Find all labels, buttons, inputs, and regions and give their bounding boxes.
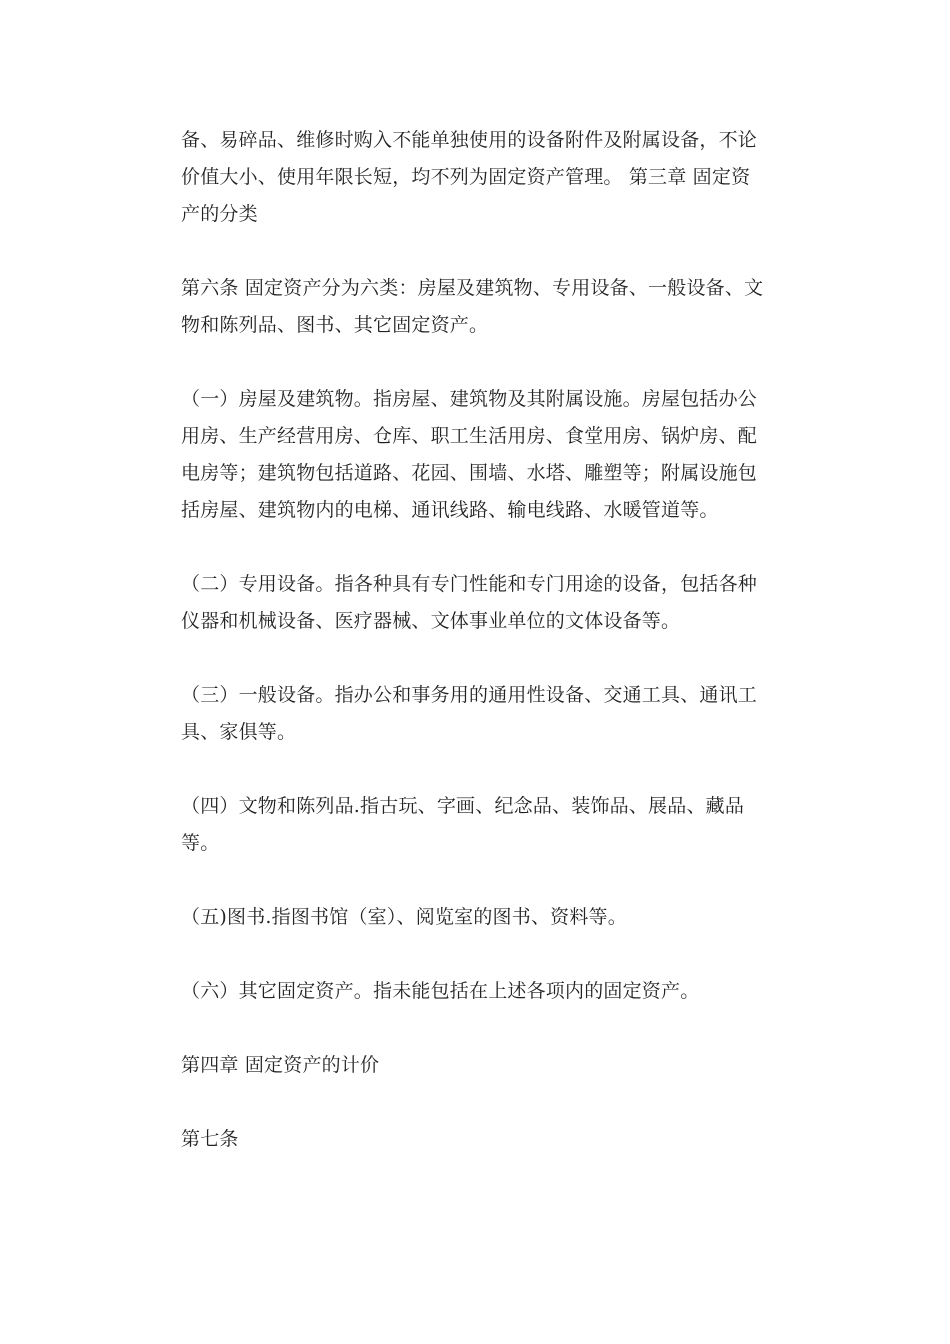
paragraph-article-6 (181, 270, 771, 344)
text-line: （五)图书.指图书馆（室）、阅览室的图书、资料等。 (181, 906, 627, 928)
paragraph-category-5 (181, 899, 771, 936)
document-body (181, 122, 771, 1195)
paragraph-category-6 (181, 973, 771, 1010)
text-line: 用房、生产经营用房、仓库、职工生活用房、食堂用房、锅炉房、配 (181, 425, 758, 447)
text-line: 价值大小、使用年限长短，均不列为固定资产管理。 第三章 固定资 (181, 166, 751, 188)
text-line: 括房屋、建筑物内的电梯、通讯线路、输电线路、水暖管道等。 (181, 499, 719, 521)
text-line: 物和陈列品、图书、其它固定资产。 (181, 314, 489, 336)
text-line: （四）文物和陈列品.指古玩、字画、纪念品、装饰品、展品、藏品 (181, 795, 745, 817)
paragraph-category-3 (181, 677, 771, 751)
text-line: （三）一般设备。指办公和事务用的通用性设备、交通工具、通讯工 (181, 684, 758, 706)
paragraph-article-7 (181, 1121, 771, 1158)
text-line: 具、家俱等。 (181, 721, 297, 743)
text-line: 产的分类 (181, 203, 258, 225)
text-line: （一）房屋及建筑物。指房屋、建筑物及其附属设施。房屋包括办公 (181, 388, 758, 410)
text-line: 第七条 (181, 1128, 239, 1150)
text-line: 第六条 固定资产分为六类：房屋及建筑物、专用设备、一般设备、文 (181, 277, 764, 299)
text-line: （六）其它固定资产。指未能包括在上述各项内的固定资产。 (181, 980, 700, 1002)
text-line: 备、易碎品、维修时购入不能单独使用的设备附件及附属设备，不论 (181, 129, 758, 151)
text-line: 电房等；建筑物包括道路、花园、围墙、水塔、雕塑等；附属设施包 (181, 462, 758, 484)
paragraph-category-1 (181, 381, 771, 529)
text-line: （二）专用设备。指各种具有专门性能和专门用途的设备，包括各种 (181, 573, 758, 595)
paragraph-asset-exclusions (181, 122, 771, 233)
paragraph-category-2 (181, 566, 771, 640)
text-line: 等。 (181, 832, 220, 854)
chapter-4-heading (181, 1047, 771, 1084)
paragraph-category-4 (181, 788, 771, 862)
text-line: 第四章 固定资产的计价 (181, 1054, 380, 1076)
text-line: 仪器和机械设备、医疗器械、文体事业单位的文体设备等。 (181, 610, 681, 632)
